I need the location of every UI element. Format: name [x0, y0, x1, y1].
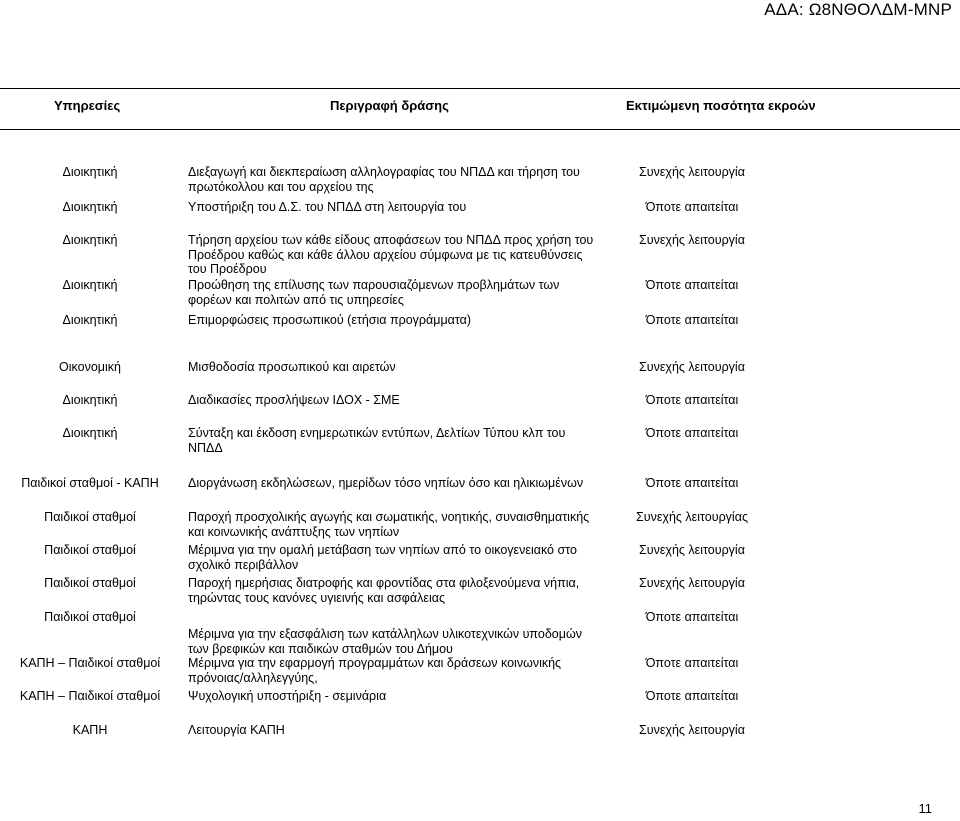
row-output: Συνεχής λειτουργία	[639, 165, 745, 179]
row-output: Όποτε απαιτείται	[645, 426, 739, 440]
row-description: Παροχή προσχολικής αγωγής και σωματικής, νοητικής, συναισθηματικής και κοινωνικής ανάπτυξης των νηπίων	[188, 510, 590, 539]
row-description: Λειτουργία ΚΑΠΗ	[188, 723, 285, 737]
header-services: Υπηρεσίες	[54, 98, 121, 113]
page-number: 11	[918, 801, 932, 816]
row-service: Διοικητική	[62, 278, 118, 292]
row-output: Όποτε απαιτείται	[645, 200, 739, 214]
row-service: Διοικητική	[62, 165, 118, 179]
row-service: Διοικητική	[62, 313, 118, 327]
row-output: Όποτε απαιτείται	[645, 689, 739, 703]
row-service: Οικονομική	[59, 360, 121, 374]
row-output: Συνεχής λειτουργία	[639, 723, 745, 737]
header-output: Εκτιμώμενη ποσότητα εκροών	[626, 98, 816, 113]
row-description: Μισθοδοσία προσωπικού και αιρετών	[188, 360, 396, 374]
row-description: Διοργάνωση εκδηλώσεων, ημερίδων τόσο νηπίων όσο και ηλικιωμένων	[188, 476, 584, 490]
row-output: Όποτε απαιτείται	[645, 278, 739, 292]
row-service: Παιδικοί σταθμοί	[44, 543, 136, 557]
row-description: Διαδικασίες προσλήψεων ΙΔΟΧ - ΣΜΕ	[188, 393, 400, 407]
row-description: Υποστήριξη του Δ.Σ. του ΝΠΔΔ στη λειτουργία του	[188, 200, 467, 214]
row-output: Όποτε απαιτείται	[645, 656, 739, 670]
row-description: Διεξαγωγή και διεκπεραίωση αλληλογραφίας του ΝΠΔΔ και τήρηση του πρωτόκολλου και του αρχείου της	[188, 165, 580, 194]
row-description: Ψυχολογική υποστήριξη - σεμινάρια	[188, 689, 387, 703]
header-description: Περιγραφή δράσης	[330, 98, 449, 113]
row-output: Συνεχής λειτουργία	[639, 233, 745, 247]
row-description: Μέριμνα για την εφαρμογή προγραμμάτων και δράσεων κοινωνικής πρόνοιας/αλληλεγγύης,	[188, 656, 562, 685]
row-service: Παιδικοί σταθμοί - ΚΑΠΗ	[21, 476, 159, 490]
row-service: Διοικητική	[62, 233, 118, 247]
row-description: Παροχή ημερήσιας διατροφής και φροντίδας στα φιλοξενούμενα νήπια, τηρώντας τους κανόνες υγιεινής και ασφάλειας	[188, 576, 580, 605]
row-output: Όποτε απαιτείται	[645, 610, 739, 624]
row-service: ΚΑΠΗ – Παιδικοί σταθμοί	[19, 656, 161, 670]
row-description: Σύνταξη και έκδοση ενημερωτικών εντύπων, Δελτίων Τύπου κλπ του ΝΠΔΔ	[188, 426, 566, 455]
row-service: ΚΑΠΗ – Παιδικοί σταθμοί	[19, 689, 161, 703]
row-description: Τήρηση αρχείου των κάθε είδους αποφάσεων του ΝΠΔΔ προς χρήση του Προέδρου καθώς και κάθε άλλου αρχείου σύμφωνα με τις κατευθύνσεις του Προέδρου	[188, 233, 594, 276]
row-output: Όποτε απαιτείται	[645, 313, 739, 327]
ada-code: ΑΔΑ: Ω8ΝΘΟΛΔΜ-ΜΝΡ	[764, 0, 952, 19]
row-service: Παιδικοί σταθμοί	[44, 510, 136, 524]
row-description: Μέριμνα για την εξασφάλιση των κατάλληλων υλικοτεχνικών υποδομών των βρεφικών και παιδικών σταθμών του Δήμου	[188, 627, 582, 656]
row-output: Συνεχής λειτουργίας	[636, 510, 748, 524]
row-service: Παιδικοί σταθμοί	[44, 610, 136, 624]
row-description: Προώθηση της επίλυσης των παρουσιαζόμενων προβλημάτων των φορέων και πολιτών από τις υπηρεσίες	[188, 278, 560, 307]
row-service: Διοικητική	[62, 200, 118, 214]
row-output: Συνεχής λειτουργία	[639, 360, 745, 374]
row-description: Επιμορφώσεις προσωπικού (ετήσια προγράμματα)	[188, 313, 472, 327]
row-description: Μέριμνα για την ομαλή μετάβαση των νηπίων από το οικογενειακό στο σχολικό περιβάλλον	[188, 543, 577, 572]
row-output: Όποτε απαιτείται	[645, 476, 739, 490]
row-service: ΚΑΠΗ	[72, 723, 108, 737]
row-output: Συνεχής λειτουργία	[639, 543, 745, 557]
table-header	[0, 88, 960, 130]
row-service: Παιδικοί σταθμοί	[44, 576, 136, 590]
row-service: Διοικητική	[62, 426, 118, 440]
row-service: Διοικητική	[62, 393, 118, 407]
row-output: Όποτε απαιτείται	[645, 393, 739, 407]
row-output: Συνεχής λειτουργία	[639, 576, 745, 590]
